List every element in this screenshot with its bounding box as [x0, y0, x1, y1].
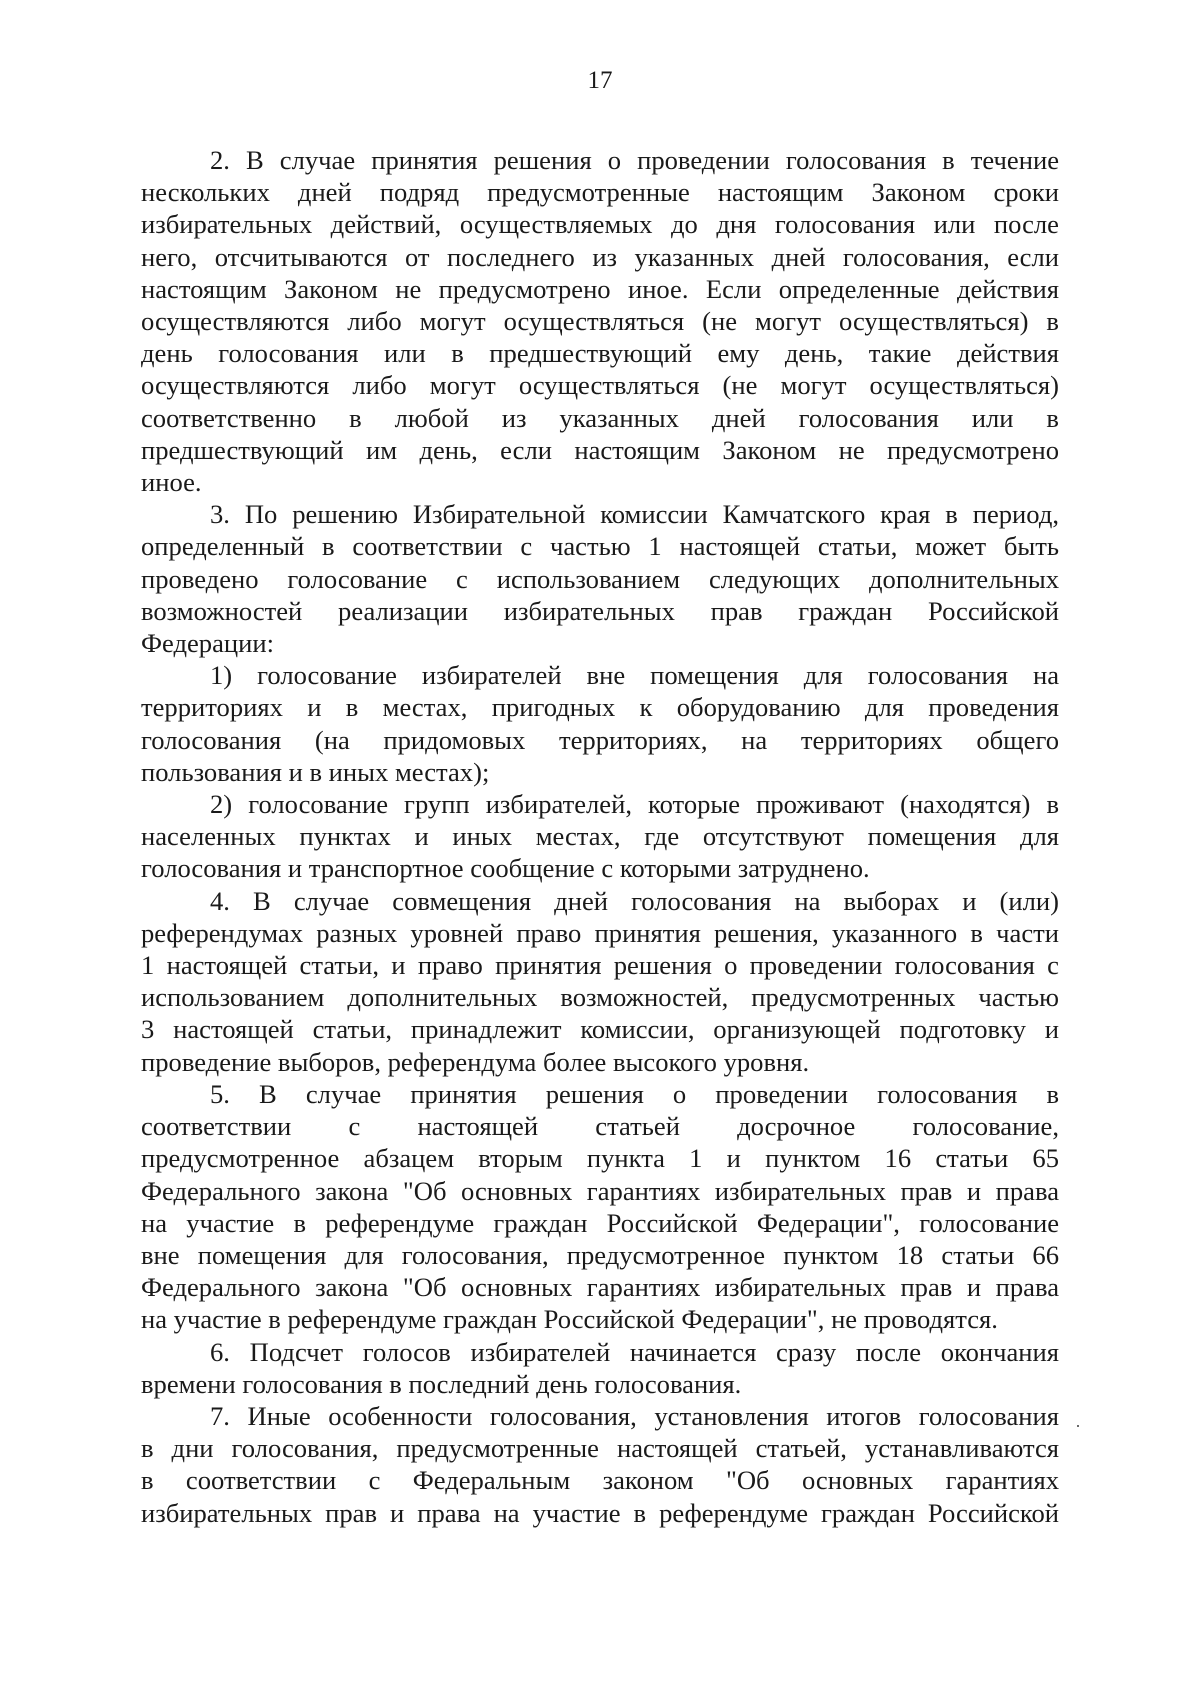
- page-number: 17: [587, 67, 613, 94]
- text-line: на участие в референдуме граждан Российской Федерации", голосование: [141, 1207, 1059, 1238]
- paragraph: [141, 1336, 1059, 1400]
- text-line: 3 настоящей статьи, принадлежит комиссии, организующей подготовку и: [141, 1014, 1059, 1045]
- scan-speck: [1077, 1425, 1079, 1427]
- text-line: вне помещения для голосования, предусмотренное пунктом 18 статьи 66: [141, 1239, 1059, 1270]
- text-line: в дни голосования, предусмотренные настоящей статьей, устанавливаются: [141, 1433, 1059, 1464]
- text-line: избирательных прав и права на участие в референдуме граждан Российской: [141, 1497, 1059, 1528]
- text-line: времени голосования в последний день голосования.: [141, 1368, 742, 1399]
- text-line: использованием дополнительных возможностей, предусмотренных частью: [141, 982, 1059, 1013]
- text-line: иное.: [141, 467, 202, 498]
- paragraph: [141, 498, 1059, 659]
- text-line: 6. Подсчет голосов избирателей начинается сразу после окончания: [210, 1336, 1059, 1367]
- text-line: 2. В случае принятия решения о проведении голосования в течение: [210, 145, 1059, 175]
- paragraph: [141, 788, 1059, 885]
- text-line: на участие в референдуме граждан Российской Федерации", не проводятся.: [141, 1304, 998, 1335]
- text-line: предусмотренное абзацем вторым пункта 1 и пунктом 16 статьи 65: [141, 1143, 1059, 1174]
- text-line: соответственно в любой из указанных дней голосования или в: [141, 402, 1059, 433]
- text-line: Федерального закона "Об основных гарантиях избирательных прав и права: [141, 1175, 1059, 1206]
- text-line: осуществляются либо могут осуществляться (не могут осуществляться): [141, 370, 1059, 401]
- text-line: голосования и транспортное сообщение с которыми затруднено.: [141, 853, 870, 884]
- text-line: пользования и в иных местах);: [141, 756, 490, 787]
- paragraph: [141, 659, 1059, 788]
- text-line: 1 настоящей статьи, и право принятия решения о проведении голосования с: [141, 950, 1059, 981]
- text-line: проведение выборов, референдума более высокого уровня.: [141, 1046, 810, 1077]
- text-line: территориях и в местах, пригодных к оборудованию для проведения: [141, 692, 1059, 723]
- text-line: 1) голосование избирателей вне помещения для голосования на: [210, 660, 1059, 691]
- text-line: голосования (на придомовых территориях, на территориях общего: [141, 724, 1059, 755]
- paragraph: [141, 885, 1059, 1078]
- paragraph: [141, 1078, 1059, 1336]
- text-line: Федерального закона "Об основных гарантиях избирательных прав и права: [141, 1272, 1059, 1303]
- text-line: 3. По решению Избирательной комиссии Камчатского края в период,: [210, 499, 1059, 530]
- text-line: проведено голосование с использованием следующих дополнительных: [141, 563, 1059, 594]
- text-line: Федерации:: [141, 628, 274, 659]
- text-line: осуществляются либо могут осуществляться (не могут осуществляться) в: [141, 306, 1059, 337]
- text-line: определенный в соответствии с частью 1 настоящей статьи, может быть: [141, 531, 1059, 562]
- text-line: 4. В случае совмещения дней голосования на выборах и (или): [210, 885, 1059, 916]
- paragraph: [141, 1400, 1059, 1529]
- text-line: предшествующий им день, если настоящим Законом не предусмотрено: [141, 434, 1059, 465]
- text-line: настоящим Законом не предусмотрено иное. Если определенные действия: [141, 273, 1059, 304]
- paragraph: [141, 144, 1059, 498]
- text-line: него, отсчитываются от последнего из указанных дней голосования, если: [141, 241, 1059, 272]
- text-line: соответствии с настоящей статьей досрочное голосование,: [141, 1111, 1059, 1142]
- text-line: день голосования или в предшествующий ему день, такие действия: [141, 338, 1059, 369]
- text-line: избирательных действий, осуществляемых до дня голосования или после: [141, 209, 1059, 240]
- text-line: возможностей реализации избирательных прав граждан Российской: [141, 595, 1059, 626]
- text-line: референдумах разных уровней право принятия решения, указанного в части: [141, 917, 1059, 948]
- document-body: [141, 144, 1059, 1529]
- text-line: 7. Иные особенности голосования, установления итогов голосования: [210, 1400, 1059, 1431]
- text-line: в соответствии с Федеральным законом "Об основных гарантиях: [141, 1465, 1059, 1496]
- text-line: 2) голосование групп избирателей, которые проживают (находятся) в: [210, 789, 1059, 820]
- text-line: нескольких дней подряд предусмотренные настоящим Законом сроки: [141, 177, 1059, 208]
- text-line: 5. В случае принятия решения о проведении голосования в: [210, 1078, 1059, 1109]
- text-line: населенных пунктах и иных местах, где отсутствуют помещения для: [141, 821, 1059, 852]
